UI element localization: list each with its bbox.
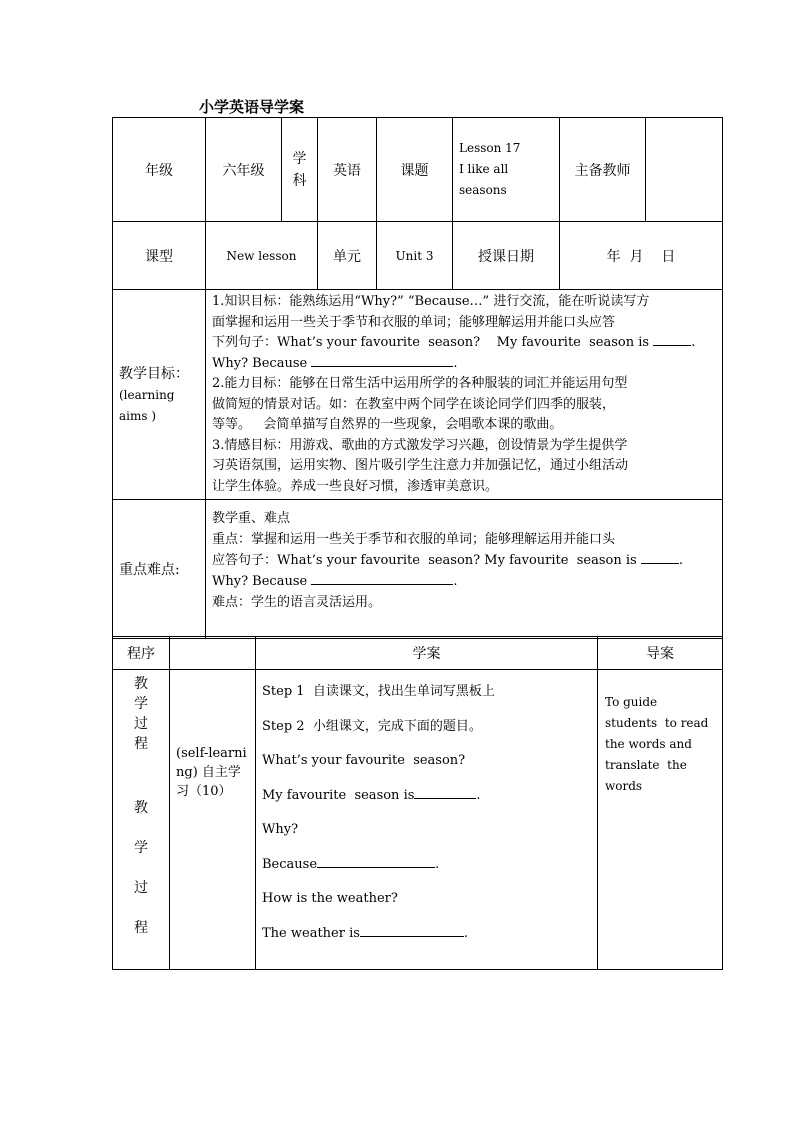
guide-line: words: [605, 779, 643, 793]
aims-label: 教学目标：: [119, 365, 189, 382]
step-1: Step 1 自读课文，找出生单词写黑板上: [262, 684, 495, 699]
answer-blank: [311, 572, 453, 585]
difficulties-line-text: Why? Because: [212, 574, 308, 589]
step-2: Step 2 小组课文，完成下面的题目。: [262, 718, 482, 734]
vertical-char: 教: [134, 676, 148, 692]
aims-line: 1.知识目标：能熟练运用“Why?” “Because…” 进行交流，能在听说读写方: [212, 294, 650, 309]
question-text: My favourite season is: [262, 787, 415, 803]
aims-line: 面掌握和运用一些关于季节和衣服的单词；能够理解运用并能口头应答: [212, 314, 616, 330]
aims-line: 习英语氛围，运用实物、图片吸引学生注意力并加强记忆，通过小组活动: [212, 458, 629, 473]
answer-blank: [414, 786, 476, 799]
difficulties-line-text: 应答句子：What’s your favourite season? My favourite season is: [212, 553, 637, 568]
vertical-char: 过: [134, 716, 148, 732]
difficulties-content: [206, 500, 723, 639]
question-line: The weather is .: [262, 925, 469, 941]
difficulties-line: 重点：掌握和运用一些关于季节和衣服的单词；能够理解运用并能口头: [212, 532, 616, 547]
question-line: What’s your favourite season?: [262, 753, 466, 768]
subject-label: 学科: [282, 118, 318, 222]
guide-line: To guide: [605, 695, 658, 709]
page-title: 小学英语导学案: [199, 98, 305, 116]
self-learning-cell: [170, 670, 256, 970]
grade-value: 六年级: [206, 118, 282, 222]
lesson-line-2: I like all: [459, 162, 509, 176]
teacher-value: [646, 118, 723, 222]
date-value: 年 月 日: [560, 222, 723, 290]
aims-line-text: 下列句子：What’s your favourite season? My favourite season is: [212, 335, 650, 350]
header-table: [112, 117, 723, 639]
vertical-char: 学: [134, 696, 148, 712]
aims-label-en-1: (learning: [119, 387, 175, 402]
process-table: [112, 636, 723, 970]
date-label: 授课日期: [453, 222, 560, 290]
guide-content: [598, 670, 723, 970]
plan-header: 学案: [256, 637, 598, 670]
vertical-char: 教: [134, 800, 148, 816]
question-text: The weather is: [262, 925, 360, 941]
self-learning-line: (self-learni: [176, 746, 247, 761]
difficulties-line-end: .: [678, 553, 683, 568]
aims-label-en-2: aims ): [119, 408, 157, 423]
vertical-char: 学: [134, 840, 148, 856]
difficulties-line-end: .: [453, 574, 458, 589]
question-text: Because: [262, 856, 318, 872]
question-line: My favourite season is .: [262, 787, 481, 803]
self-learning-line: 习（10）: [176, 784, 232, 799]
aims-line: 2.能力目标：能够在日常生活中运用所学的各种服装的词汇并能运用句型: [212, 376, 628, 391]
answer-blank: [653, 333, 691, 346]
lesson-line-1: Lesson 17: [459, 141, 521, 155]
answer-blank: [317, 855, 435, 868]
question-line: Why?: [262, 822, 299, 837]
guide-line: students to read: [605, 716, 709, 730]
difficulties-label: 重点难点:: [113, 500, 206, 639]
type-value: New lesson: [206, 222, 318, 290]
program-header: 程序: [113, 637, 170, 670]
grade-label: 年级: [113, 118, 206, 222]
vertical-char: 程: [134, 736, 148, 752]
difficulties-line: [212, 550, 718, 571]
subject-value: 英语: [318, 118, 377, 222]
difficulties-line: 难点：学生的语言灵活运用。: [212, 595, 382, 610]
lesson-title: [453, 118, 560, 222]
aims-line-text: Why? Because: [212, 355, 308, 371]
answer-blank: [641, 551, 679, 564]
unit-label: 单元: [318, 222, 377, 290]
aims-line: 让学生体验。养成一些良好习惯，渗透审美意识。: [212, 478, 499, 494]
vertical-char: 过: [134, 880, 148, 896]
difficulties-line: 教学重、难点: [212, 511, 291, 526]
guide-header: 导案: [598, 637, 723, 670]
unit-value: Unit 3: [377, 222, 453, 290]
answer-blank: [311, 354, 453, 367]
aims-line: [212, 333, 718, 354]
aims-line: [212, 354, 718, 375]
aims-line-end: .: [453, 355, 458, 371]
answer-blank: [360, 924, 464, 937]
question-line: Because .: [262, 856, 440, 872]
process-vertical: [113, 670, 170, 970]
plan-content: [256, 670, 598, 970]
aims-content: [206, 290, 723, 500]
lesson-line-3: seasons: [459, 183, 507, 197]
empty-header: [170, 637, 256, 670]
question-line: How is the weather?: [262, 891, 398, 906]
guide-line: translate the: [605, 758, 687, 772]
type-label: 课型: [113, 222, 206, 290]
topic-label: 课题: [377, 118, 453, 222]
aims-line: 做简短的情景对话。如：在教室中两个同学在谈论同学们四季的服装，: [212, 396, 616, 412]
aims-line-end: .: [691, 335, 696, 350]
aims-line: 等等。 会简单描写自然界的一些现象，会唱歌本课的歌曲。: [212, 417, 563, 432]
difficulties-line: [212, 571, 718, 592]
aims-line: 3.情感目标：用游戏、歌曲的方式激发学习兴趣，创设情景为学生提供学: [212, 437, 628, 453]
aims-label-cell: [113, 290, 206, 500]
vertical-char: 程: [134, 920, 148, 936]
teacher-label: 主备教师: [560, 118, 646, 222]
self-learning-line: ng) 自主学: [176, 765, 241, 780]
guide-line: the words and: [605, 737, 692, 751]
